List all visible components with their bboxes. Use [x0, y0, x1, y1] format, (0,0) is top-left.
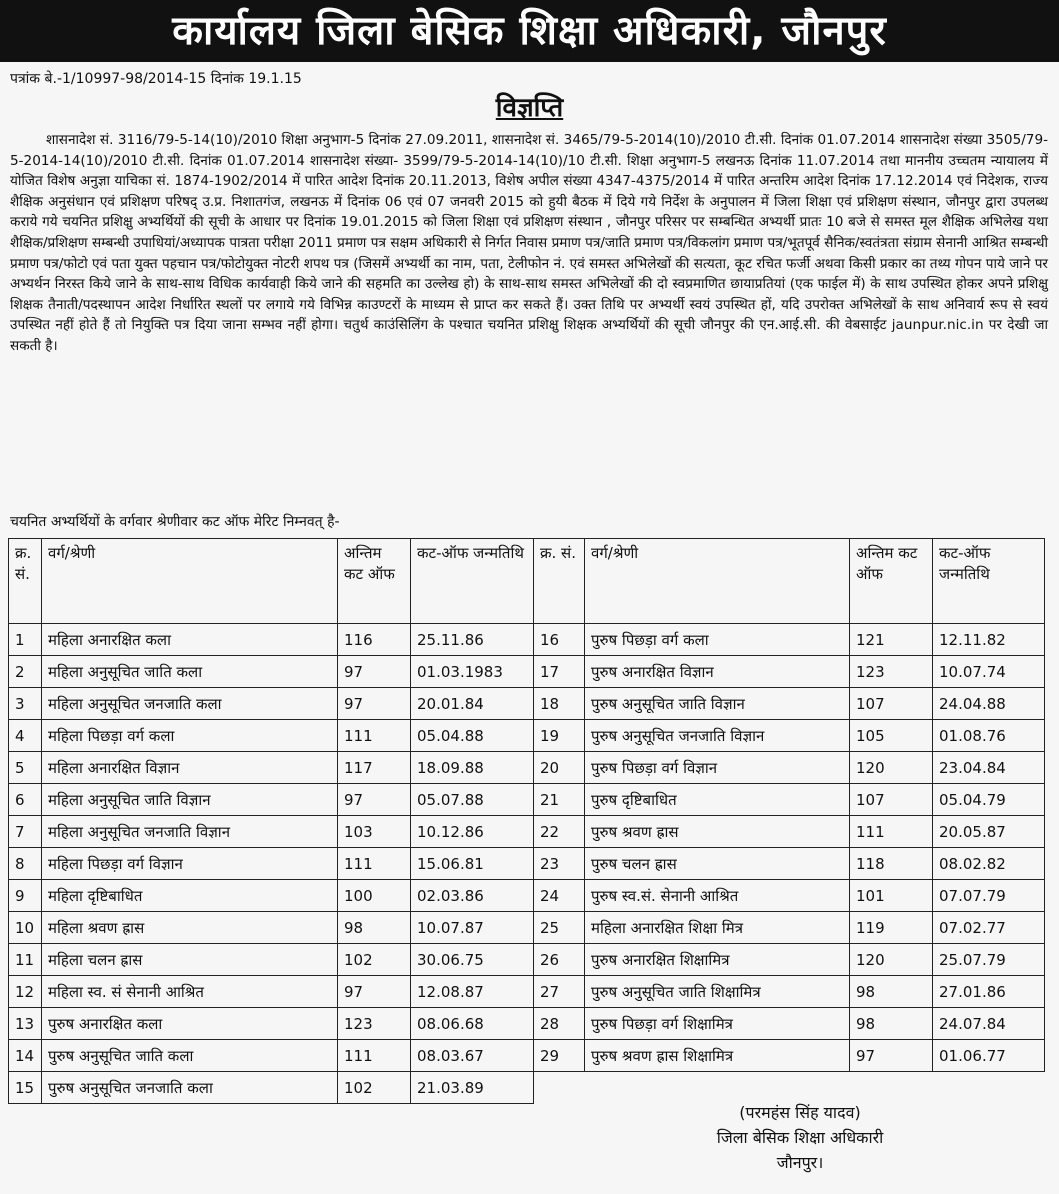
cell-dob: 25.11.86	[411, 624, 534, 656]
cell-category: पुरुष अनारक्षित कला	[42, 1008, 338, 1040]
cell-dob: 27.01.86	[933, 976, 1045, 1008]
cell-sn: 15	[9, 1072, 42, 1104]
cell-dob: 23.04.84	[933, 752, 1045, 784]
cell-category: पुरुष चलन ह्रास	[585, 848, 850, 880]
table-row	[9, 1040, 1045, 1072]
cell-category: पुरुष अनारक्षित शिक्षामित्र	[585, 944, 850, 976]
header-cutoff: अन्तिम कट ऑफ	[850, 539, 933, 624]
table-row	[9, 1072, 1045, 1104]
cell-dob: 05.07.88	[411, 784, 534, 816]
cell-cutoff: 101	[850, 880, 933, 912]
cell-category: पुरुष अनुसूचित जाति कला	[42, 1040, 338, 1072]
cell-sn: 29	[534, 1040, 585, 1072]
cell-category: महिला अनारक्षित कला	[42, 624, 338, 656]
header-sn: क्र. सं.	[534, 539, 585, 624]
cell-dob: 30.06.75	[411, 944, 534, 976]
notice-title: विज्ञप्ति	[495, 93, 564, 123]
empty-cell	[585, 1072, 850, 1104]
cell-cutoff: 97	[338, 976, 411, 1008]
cell-sn: 8	[9, 848, 42, 880]
table-header-row	[9, 539, 1045, 624]
table-row	[9, 752, 1045, 784]
signatory-place: जौनपुर।	[776, 1153, 824, 1172]
cell-dob: 02.03.86	[411, 880, 534, 912]
cell-sn: 19	[534, 720, 585, 752]
signatory-name: (परमहंस सिंह यादव)	[739, 1103, 861, 1122]
cell-category: पुरुष स्व.सं. सेनानी आश्रित	[585, 880, 850, 912]
cell-dob: 20.05.87	[933, 816, 1045, 848]
table-row	[9, 816, 1045, 848]
table-row	[9, 944, 1045, 976]
cell-category: महिला दृष्टिबाधित	[42, 880, 338, 912]
cell-category: पुरुष श्रवण ह्रास	[585, 816, 850, 848]
header-cutoff: अन्तिम कट ऑफ	[338, 539, 411, 624]
cell-cutoff: 97	[338, 688, 411, 720]
cell-category: पुरुष अनारक्षित विज्ञान	[585, 656, 850, 688]
header-dob: कट-ऑफ जन्मतिथि	[933, 539, 1045, 624]
cell-cutoff: 117	[338, 752, 411, 784]
cell-cutoff: 123	[338, 1008, 411, 1040]
cell-cutoff: 107	[850, 784, 933, 816]
cell-dob: 21.03.89	[411, 1072, 534, 1104]
cell-sn: 12	[9, 976, 42, 1008]
cell-dob: 12.11.82	[933, 624, 1045, 656]
table-row	[9, 880, 1045, 912]
cell-dob: 07.02.77	[933, 912, 1045, 944]
cell-category: महिला स्व. सं सेनानी आश्रित	[42, 976, 338, 1008]
cell-dob: 08.03.67	[411, 1040, 534, 1072]
signatory-designation: जिला बेसिक शिक्षा अधिकारी	[716, 1128, 884, 1147]
cell-category: महिला अनुसूचित जनजाति कला	[42, 688, 338, 720]
cell-category: महिला श्रवण ह्रास	[42, 912, 338, 944]
cell-sn: 25	[534, 912, 585, 944]
cell-dob: 08.06.68	[411, 1008, 534, 1040]
cell-cutoff: 102	[338, 944, 411, 976]
cell-category: महिला अनुसूचित जाति विज्ञान	[42, 784, 338, 816]
table-row	[9, 784, 1045, 816]
cell-cutoff: 105	[850, 720, 933, 752]
cell-sn: 16	[534, 624, 585, 656]
cell-sn: 18	[534, 688, 585, 720]
cell-sn: 2	[9, 656, 42, 688]
cell-sn: 3	[9, 688, 42, 720]
cell-category: पुरुष अनुसूचित जाति विज्ञान	[585, 688, 850, 720]
cell-dob: 01.06.77	[933, 1040, 1045, 1072]
cell-category: महिला चलन ह्रास	[42, 944, 338, 976]
header-category: वर्ग/श्रेणी	[585, 539, 850, 624]
cell-category: पुरुष अनुसूचित जाति शिक्षामित्र	[585, 976, 850, 1008]
cell-cutoff: 103	[338, 816, 411, 848]
cell-cutoff: 97	[850, 1040, 933, 1072]
cell-sn: 26	[534, 944, 585, 976]
cell-cutoff: 116	[338, 624, 411, 656]
cell-dob: 12.08.87	[411, 976, 534, 1008]
cell-cutoff: 98	[850, 976, 933, 1008]
cell-cutoff: 97	[338, 784, 411, 816]
cell-category: महिला अनुसूचित जनजाति विज्ञान	[42, 816, 338, 848]
cell-category: पुरुष पिछड़ा वर्ग कला	[585, 624, 850, 656]
cell-dob: 10.07.87	[411, 912, 534, 944]
cell-cutoff: 100	[338, 880, 411, 912]
cell-dob: 05.04.88	[411, 720, 534, 752]
cell-sn: 27	[534, 976, 585, 1008]
cell-category: पुरुष दृष्टिबाधित	[585, 784, 850, 816]
empty-cell	[534, 1072, 585, 1104]
header-category: वर्ग/श्रेणी	[42, 539, 338, 624]
cell-sn: 5	[9, 752, 42, 784]
cell-dob: 10.07.74	[933, 656, 1045, 688]
cell-cutoff: 120	[850, 944, 933, 976]
cell-dob: 18.09.88	[411, 752, 534, 784]
cell-cutoff: 102	[338, 1072, 411, 1104]
header-sn: क्र. सं.	[9, 539, 42, 624]
cell-sn: 28	[534, 1008, 585, 1040]
cell-sn: 13	[9, 1008, 42, 1040]
cutoff-merit-table	[8, 538, 1045, 1104]
cell-dob: 08.02.82	[933, 848, 1045, 880]
table-row	[9, 848, 1045, 880]
cell-sn: 24	[534, 880, 585, 912]
cell-category: महिला अनारक्षित शिक्षा मित्र	[585, 912, 850, 944]
table-row	[9, 688, 1045, 720]
table-row	[9, 912, 1045, 944]
cell-cutoff: 111	[338, 848, 411, 880]
table-row	[9, 976, 1045, 1008]
empty-cell	[933, 1072, 1045, 1104]
cell-category: पुरुष श्रवण ह्रास शिक्षामित्र	[585, 1040, 850, 1072]
cell-cutoff: 118	[850, 848, 933, 880]
cell-sn: 10	[9, 912, 42, 944]
cell-cutoff: 98	[850, 1008, 933, 1040]
cell-dob: 07.07.79	[933, 880, 1045, 912]
cell-dob: 01.03.1983	[411, 656, 534, 688]
cell-category: पुरुष अनुसूचित जनजाति कला	[42, 1072, 338, 1104]
office-header: कार्यालय जिला बेसिक शिक्षा अधिकारी, जौनपुर	[0, 0, 1059, 62]
cell-category: पुरुष अनुसूचित जनजाति विज्ञान	[585, 720, 850, 752]
cell-cutoff: 119	[850, 912, 933, 944]
cell-dob: 25.07.79	[933, 944, 1045, 976]
cell-sn: 22	[534, 816, 585, 848]
header-dob: कट-ऑफ जन्मतिथि	[411, 539, 534, 624]
cell-cutoff: 120	[850, 752, 933, 784]
reference-number: पत्रांक बे.-1/10997-98/2014-15 दिनांक 19.1.15	[10, 71, 302, 87]
table-row	[9, 656, 1045, 688]
cell-cutoff: 111	[338, 720, 411, 752]
cell-sn: 23	[534, 848, 585, 880]
cell-cutoff: 97	[338, 656, 411, 688]
cell-cutoff: 123	[850, 656, 933, 688]
cell-sn: 14	[9, 1040, 42, 1072]
cell-dob: 24.04.88	[933, 688, 1045, 720]
cell-dob: 05.04.79	[933, 784, 1045, 816]
cell-cutoff: 111	[850, 816, 933, 848]
table-row	[9, 624, 1045, 656]
cell-dob: 01.08.76	[933, 720, 1045, 752]
cell-dob: 15.06.81	[411, 848, 534, 880]
empty-cell	[850, 1072, 933, 1104]
cell-dob: 20.01.84	[411, 688, 534, 720]
cell-sn: 6	[9, 784, 42, 816]
cell-sn: 4	[9, 720, 42, 752]
table-intro: चयनित अभ्यर्थियों के वर्गवार श्रेणीवार कट ऑफ मेरिट निम्नवत् है-	[10, 514, 340, 530]
table-row	[9, 720, 1045, 752]
cell-cutoff: 98	[338, 912, 411, 944]
cell-sn: 11	[9, 944, 42, 976]
cell-dob: 10.12.86	[411, 816, 534, 848]
cell-cutoff: 107	[850, 688, 933, 720]
table-row	[9, 1008, 1045, 1040]
signature-block	[660, 1100, 940, 1175]
cell-sn: 1	[9, 624, 42, 656]
cell-category: पुरुष पिछड़ा वर्ग शिक्षामित्र	[585, 1008, 850, 1040]
cell-dob: 24.07.84	[933, 1008, 1045, 1040]
cell-cutoff: 111	[338, 1040, 411, 1072]
cell-sn: 21	[534, 784, 585, 816]
notice-body: शासनादेश सं. 3116/79-5-14(10)/2010 शिक्षा अनुभाग-5 दिनांक 27.09.2011, शासनादेश सं. 3465/79-5-2014(10)/2010 टी.सी. दिनांक 01.07.2014 शासनादेश संख्या 3505/79-5-2014-14(10)/2010 टी.सी. दिनांक 01.07.2014 शासनादेश संख्या- 3599/79-5-2014-14(10)/10 टी.सी. शिक्षा अनुभाग-5 लखनऊ दिनांक 11.07.2014 तथा माननीय उच्चतम न्यायालय में योजित विशेष अनुज्ञा याचिका सं. 1874-1902/2014 में पारित आदेश दिनांक 20.11.2013, विशेष अपील संख्या 4347-4375/2014 में पारित अन्तरिम आदेश दिनांक 17.12.2014 एवं निदेशक, राज्य शैक्षिक अनुसंधान एवं प्रशिक्षण परिषद् उ.प्र. निशातगंज, लखनऊ में दिनांक 06 एवं 07 जनवरी 2015 को हुयी बैठक में दिये गये निर्देश के अनुपालन में जिला शिक्षा एवं प्रशिक्षण संस्थान, जौनपुर द्वारा उपलब्ध कराये गये चयनित प्रशिक्षु अभ्यर्थियों की सूची के आधार पर दिनांक 19.01.2015 को जिला शिक्षा एवं प्रशिक्षण संस्थान , जौनपुर परिसर पर सम्बन्धित अभ्यर्थी प्रातः 10 बजे से समस्त मूल शैक्षिक अभिलेख यथा शैक्षिक/प्रशिक्षण सम्बन्धी उपाधियां/अध्यापक पात्रता परीक्षा 2011 प्रमाण पत्र सक्षम अधिकारी से निर्गत निवास प्रमाण पत्र/जाति प्रमाण पत्र/विकलांग प्रमाण पत्र/भूतपूर्व सैनिक/स्वतंत्रता संग्राम सेनानी आश्रित सम्बन्धी प्रमाण पत्र/फोटो एवं पता युक्त पहचान पत्र/फोटोयुक्त नोटरी शपथ पत्र (जिसमें अभ्यर्थी का नाम, पता, टेलीफोन नं. एवं समस्त अभिलेखों की सत्यता, कूट रचित फर्जी अथवा किसी प्रकार का तथ्य गोपन पाये जाने पर अभ्यर्थन निरस्त किये जाने के साथ-साथ विधिक कार्यवाही किये जाने की सहमति का उल्लेख हो) के साथ-साथ समस्त अभिलेखों की दो स्वप्रमाणित छायाप्रतियां (एक फाईल में) के साथ उपस्थित होकर अपने प्रशिक्षु शिक्षक तैनाती/पदस्थापन आदेश निर्धारित स्थलों पर लगाये गये विभिन्न काउण्टरों के माध्यम से प्राप्त कर सकते हैं। उक्त तिथि पर अभ्यर्थी स्वयं उपस्थित हों, यदि उपरोक्त अभिलेखों के साथ अनिवार्य रूप से स्वयं उपस्थित नहीं होते हैं तो नियुक्ति पत्र दिया जाना सम्भव नहीं होगा। चतुर्थ काउंसिलिंग के पश्चात चयनित प्रशिक्षु शिक्षक अभ्यर्थियों की सूची जौनपुर की एन.आई.सी. की वेबसाईट jaunpur.nic.in पर देखी जा सकती है।	[10, 132, 1048, 354]
cell-sn: 17	[534, 656, 585, 688]
cell-sn: 7	[9, 816, 42, 848]
cell-category: महिला अनुसूचित जाति कला	[42, 656, 338, 688]
cell-category: महिला पिछड़ा वर्ग विज्ञान	[42, 848, 338, 880]
cell-sn: 9	[9, 880, 42, 912]
cell-cutoff: 121	[850, 624, 933, 656]
cell-category: पुरुष पिछड़ा वर्ग विज्ञान	[585, 752, 850, 784]
cell-category: महिला पिछड़ा वर्ग कला	[42, 720, 338, 752]
cell-category: महिला अनारक्षित विज्ञान	[42, 752, 338, 784]
cell-sn: 20	[534, 752, 585, 784]
